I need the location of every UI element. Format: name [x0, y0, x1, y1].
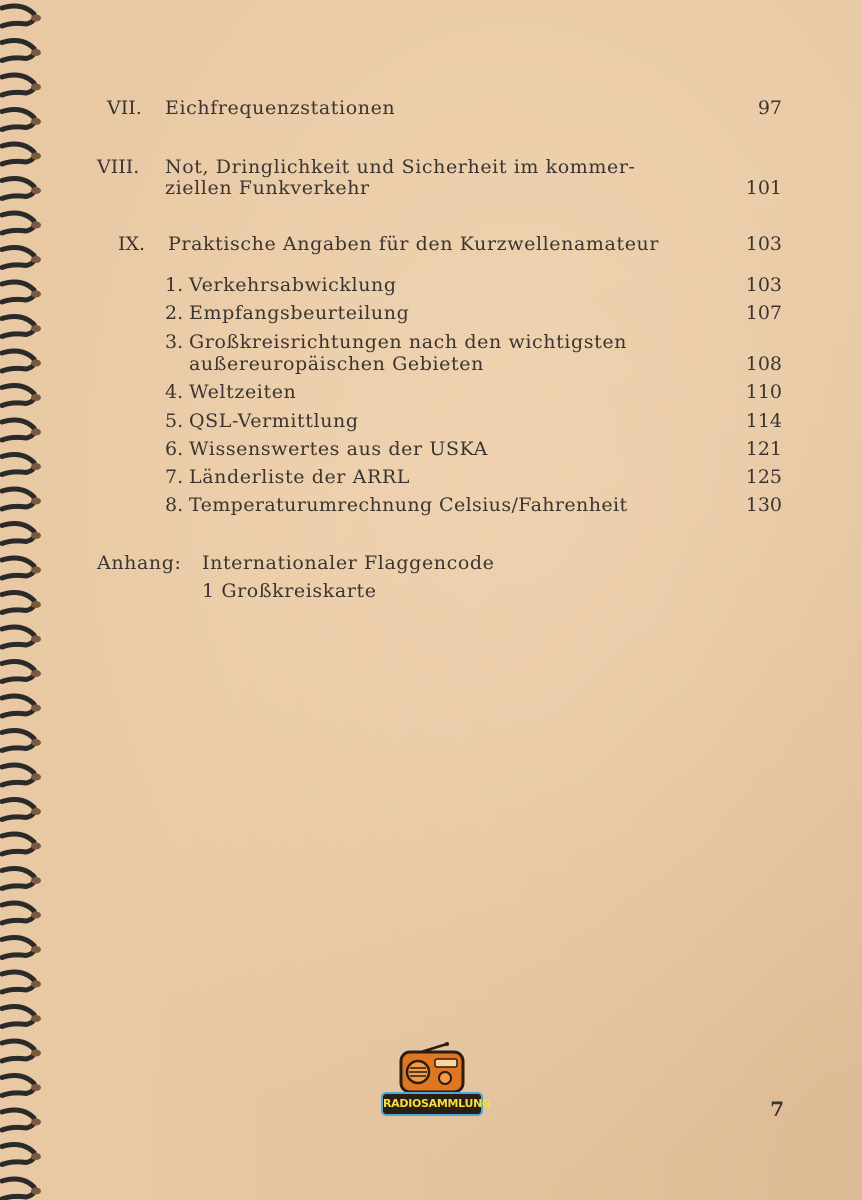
appendix-item: Internationaler Flaggencode	[202, 552, 495, 574]
section-number: 7.	[165, 466, 184, 488]
section-page: 107	[745, 302, 782, 324]
section-title: Temperaturumrechnung Celsius/Fahrenheit	[189, 494, 628, 516]
page-number: 7	[770, 1097, 784, 1121]
chapter-numeral: VIII.	[97, 156, 140, 178]
section-number: 1.	[165, 274, 184, 296]
radiosammlung-logo	[383, 1042, 491, 1118]
section-page: 114	[745, 410, 782, 432]
chapter-page: 101	[745, 177, 782, 199]
section-title: Länderliste der ARRL	[189, 466, 410, 488]
section-number: 4.	[165, 381, 184, 403]
appendix-label: Anhang:	[97, 552, 182, 574]
section-title-continued: außereuropäischen Gebieten	[189, 353, 484, 375]
section-title: Empfangsbeurteilung	[189, 302, 410, 324]
section-number: 6.	[165, 438, 184, 460]
section-title: Wissenswertes aus der USKA	[189, 438, 488, 460]
section-title: Weltzeiten	[189, 381, 297, 403]
chapter-title: Eichfrequenzstationen	[165, 97, 396, 119]
section-number: 3.	[165, 331, 184, 353]
chapter-title-continued: ziellen Funkverkehr	[165, 177, 370, 199]
section-page: 121	[745, 438, 782, 460]
section-page: 130	[745, 494, 782, 516]
section-number: 8.	[165, 494, 184, 516]
section-page: 110	[745, 381, 782, 403]
section-page: 125	[745, 466, 782, 488]
section-title: Verkehrsabwicklung	[189, 274, 397, 296]
appendix-item: 1 Großkreiskarte	[202, 580, 377, 602]
logo-text: RADIOSAMMLUNG	[383, 1094, 481, 1114]
chapter-title: Praktische Angaben für den Kurzwellenamateur	[168, 233, 660, 255]
section-page: 108	[745, 353, 782, 375]
chapter-numeral: VII.	[107, 97, 142, 119]
radio-icon	[383, 1042, 481, 1098]
section-number: 5.	[165, 410, 184, 432]
chapter-numeral: IX.	[118, 233, 146, 255]
section-number: 2.	[165, 302, 184, 324]
chapter-page: 103	[745, 233, 782, 255]
section-title: Großkreisrichtungen nach den wichtigsten	[189, 331, 628, 353]
chapter-page: 97	[757, 97, 782, 119]
section-title: QSL-Vermittlung	[189, 410, 359, 432]
chapter-title: Not, Dringlichkeit und Sicherheit im kommer-	[165, 156, 636, 178]
section-page: 103	[745, 274, 782, 296]
